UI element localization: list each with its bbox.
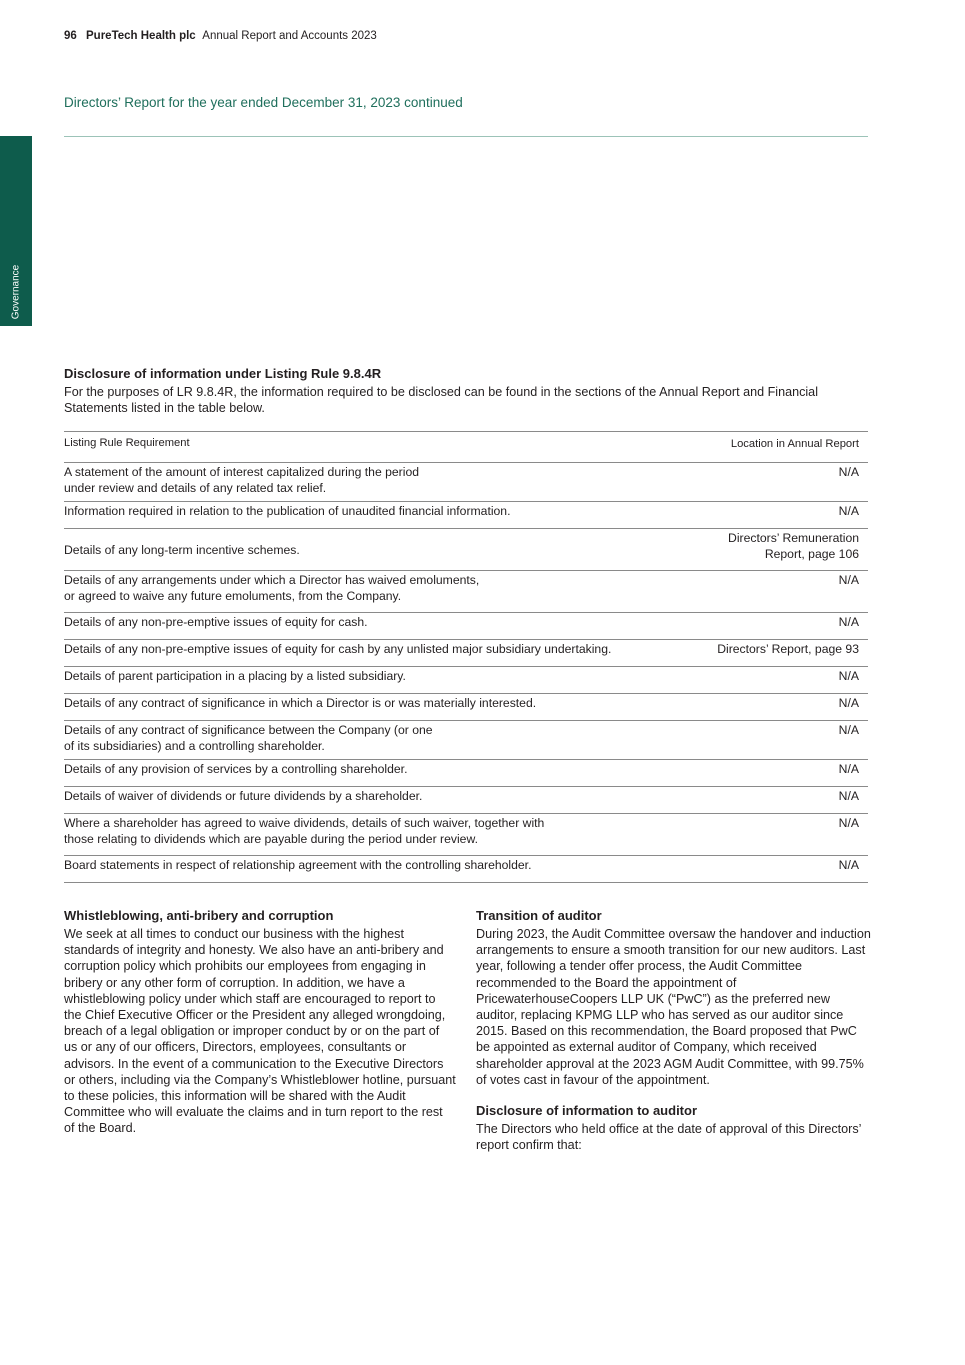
requirement-text: Details of any arrangements under which a Director has waived emoluments, bbox=[64, 573, 480, 587]
requirement-text: Details of any long-term incentive schemes. bbox=[64, 542, 300, 557]
requirement-text: Information required in relation to the publication of unaudited financial information. bbox=[64, 504, 511, 518]
requirement-text: A statement of the amount of interest capitalized during the period bbox=[64, 465, 420, 479]
location-text: N/A bbox=[838, 858, 859, 872]
requirement-text: or agreed to waive any future emoluments, from the Company. bbox=[64, 588, 402, 603]
location-text: Directors’ Report, page 93 bbox=[717, 642, 859, 656]
location-text: N/A bbox=[838, 816, 859, 830]
requirement-text: those relating to dividends which are payable during the period under review. bbox=[64, 831, 478, 846]
header-divider bbox=[64, 136, 868, 137]
requirement-text: Details of any non-pre-emptive issues of equity for cash. bbox=[64, 615, 368, 629]
location-text: N/A bbox=[838, 504, 859, 518]
page-number: 96 bbox=[64, 30, 77, 42]
company-name: PureTech Health plc bbox=[86, 30, 196, 42]
location-cell bbox=[704, 856, 868, 883]
location-text: N/A bbox=[838, 789, 859, 803]
location-cell bbox=[704, 694, 868, 721]
location-cell bbox=[704, 571, 868, 613]
requirement-text: Board statements in respect of relationship agreement with the controlling shareholder. bbox=[64, 858, 532, 872]
location-cell bbox=[704, 667, 868, 694]
location-text: N/A bbox=[838, 465, 859, 479]
requirement-cell bbox=[64, 667, 704, 694]
requirement-text: Where a shareholder has agreed to waive dividends, details of such waiver, together with bbox=[64, 816, 545, 830]
table-row bbox=[64, 814, 868, 856]
listing-rule-table bbox=[64, 431, 868, 883]
location-text: N/A bbox=[838, 723, 859, 737]
transition-body: During 2023, the Audit Committee oversaw the handover and induction arrangements to ensure a smooth transition for our new auditors. Last year, following a tender offer process, the Audit Committee recommended to the Board the appointment of PricewaterhouseCoopers LLP UK (“PwC”) as the preferred new auditor, replacing KPMG LLP who has served as our auditor since 2015. Based on this recommendation, the Board proposed that PwC be appointed as external auditor of Company, which received shareholder approval at the 2023 AGM Audit Committee, with 99.75% of votes cast in favour of the appointment. bbox=[476, 927, 871, 1087]
disclosure-title: Disclosure of information under Listing Rule 9.8.4R bbox=[64, 366, 382, 381]
table-row bbox=[64, 613, 868, 640]
location-text: N/A bbox=[838, 669, 859, 683]
page-header bbox=[64, 30, 377, 42]
location-text: N/A bbox=[838, 762, 859, 776]
location-cell bbox=[704, 721, 868, 760]
location-cell bbox=[704, 613, 868, 640]
table-row bbox=[64, 787, 868, 814]
requirement-cell bbox=[64, 463, 704, 502]
requirement-cell bbox=[64, 613, 704, 640]
location-text: Report, page 106 bbox=[764, 546, 859, 561]
requirement-text: Details of any contract of significance between the Company (or one bbox=[64, 723, 433, 737]
whistleblowing-body: We seek at all times to conduct our business with the highest standards of integrity and honesty. We also have an anti-bribery and corruption policy which prohibits our employees from engaging in bribery or any other form of corruption. In addition, we have a whistleblowing policy under which staff are encouraged to report to the Chief Executive Officer or the President any alleged wrongdoing, breach of a legal obligation or improper conduct by or on the part of us or any of our officers, Directors, employees, consultants or advisors. In the event of a communication to the Executive Directors or others, including via the Company’s Whistleblower hotline, pursuant to these policies, this information will be shared with the Audit Committee who will evaluate the claims and in turn report to the rest of the Board. bbox=[64, 927, 456, 1136]
requirement-cell bbox=[64, 571, 704, 613]
requirement-text: of its subsidiaries) and a controlling shareholder. bbox=[64, 738, 325, 753]
section-subtitle: Directors’ Report for the year ended December 31, 2023 continued bbox=[64, 95, 463, 110]
location-cell bbox=[704, 760, 868, 787]
requirement-cell bbox=[64, 856, 704, 883]
table-row bbox=[64, 694, 868, 721]
table-header-row bbox=[64, 432, 868, 463]
disclosure-intro: For the purposes of LR 9.8.4R, the information required to be disclosed can be found in the sections of the Annual Report and Financial Statements listed in the table below. bbox=[64, 385, 818, 415]
location-cell bbox=[704, 502, 868, 529]
requirement-cell bbox=[64, 760, 704, 787]
location-text: Directors’ Remuneration bbox=[728, 531, 859, 545]
table-row bbox=[64, 640, 868, 667]
location-cell bbox=[704, 640, 868, 667]
column-header-requirement: Listing Rule Requirement bbox=[64, 432, 704, 463]
requirement-text: Details of any non-pre-emptive issues of equity for cash by any unlisted major subsidiary undertaking. bbox=[64, 642, 612, 656]
transition-title: Transition of auditor bbox=[476, 908, 602, 923]
requirement-cell bbox=[64, 529, 704, 571]
location-text: N/A bbox=[838, 573, 859, 587]
whistleblowing-title: Whistleblowing, anti-bribery and corruption bbox=[64, 908, 334, 923]
table-row bbox=[64, 667, 868, 694]
requirement-text: Details of waiver of dividends or future dividends by a shareholder. bbox=[64, 789, 423, 803]
table-row bbox=[64, 502, 868, 529]
requirement-text: under review and details of any related tax relief. bbox=[64, 480, 327, 495]
side-tab-label: Governance bbox=[10, 264, 22, 320]
column-header-location: Location in Annual Report bbox=[704, 432, 868, 463]
location-cell bbox=[704, 787, 868, 814]
report-name: Annual Report and Accounts 2023 bbox=[202, 30, 377, 42]
auditor-disclosure-body: The Directors who held office at the date of approval of this Directors’ report confirm that: bbox=[476, 1122, 862, 1153]
requirement-text: Details of any contract of significance in which a Director is or was materially interested. bbox=[64, 696, 537, 710]
table-row bbox=[64, 721, 868, 760]
table-row bbox=[64, 529, 868, 571]
location-cell bbox=[704, 463, 868, 502]
auditor-section bbox=[476, 907, 872, 1153]
requirement-text: Details of parent participation in a placing by a listed subsidiary. bbox=[64, 669, 406, 683]
table-row bbox=[64, 463, 868, 502]
auditor-disclosure-title: Disclosure of information to auditor bbox=[476, 1103, 698, 1119]
location-cell bbox=[704, 814, 868, 856]
requirement-cell bbox=[64, 502, 704, 529]
requirement-cell bbox=[64, 721, 704, 760]
table-row bbox=[64, 571, 868, 613]
location-cell bbox=[704, 529, 868, 571]
requirement-cell bbox=[64, 694, 704, 721]
table-row bbox=[64, 760, 868, 787]
location-text: N/A bbox=[838, 696, 859, 710]
location-text: N/A bbox=[838, 615, 859, 629]
whistleblowing-section bbox=[64, 907, 456, 1137]
table-row bbox=[64, 856, 868, 883]
requirement-cell bbox=[64, 787, 704, 814]
requirement-text: Details of any provision of services by a controlling shareholder. bbox=[64, 762, 408, 776]
requirement-cell bbox=[64, 640, 704, 667]
requirement-cell bbox=[64, 814, 704, 856]
